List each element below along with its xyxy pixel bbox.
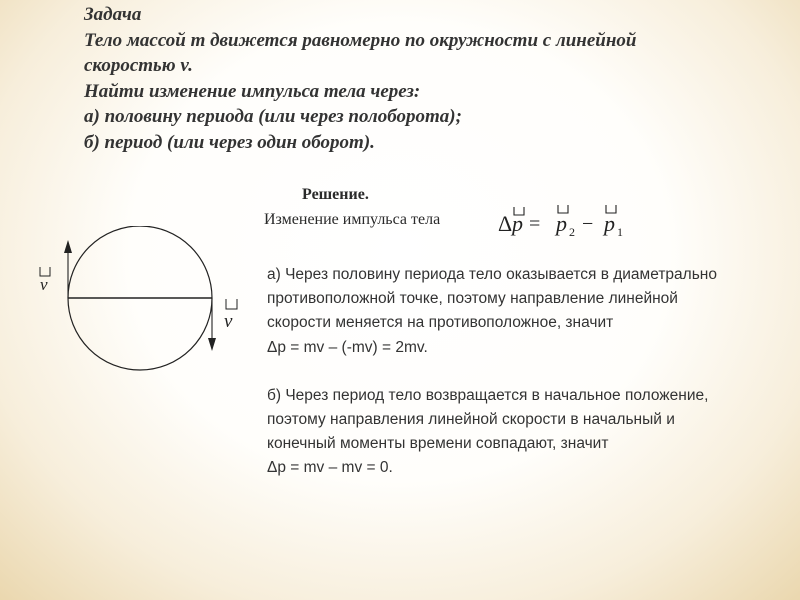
circle-diagram <box>30 226 260 371</box>
part-a-line: скорости меняется на противоположное, значит <box>267 314 614 332</box>
part-a <box>267 263 797 360</box>
part-b-result: Δp = mv – mv = 0. <box>267 459 393 477</box>
formula-sub-1: 1 <box>617 225 623 239</box>
task-title: Задача <box>84 4 142 25</box>
task-line-3: Найти изменение импульса тела через: <box>84 80 421 102</box>
momentum-formula <box>496 201 646 241</box>
task-item-b: б) период (или через один оборот). <box>84 131 375 153</box>
part-a-result: Δp = mv – (-mv) = 2mv. <box>267 338 428 356</box>
formula-minus: − <box>582 213 594 235</box>
task-line-2: скоростью v. <box>84 55 193 76</box>
part-a-line: а) Через половину периода тело оказывается в диаметрально <box>267 266 717 283</box>
formula-equals: = <box>529 213 541 235</box>
formula-p2: p <box>556 211 567 236</box>
part-a-line: противоположной точке, поэтому направление линейной <box>267 290 678 308</box>
solution-heading: Решение. <box>302 186 369 203</box>
velocity-label-right: v <box>224 311 233 332</box>
formula-p: p <box>512 211 523 236</box>
part-b-line: поэтому направления линейной скорости в начальный и <box>267 411 675 429</box>
task-line-1: Тело массой m движется равномерно по окружности с линейной <box>84 29 637 51</box>
solution-intro: Изменение импульса тела <box>264 211 441 228</box>
velocity-label-left: v <box>40 275 48 294</box>
task-item-a: а) половину периода (или через полоборота); <box>84 106 462 127</box>
vector-mark-right <box>226 299 237 309</box>
formula-sub-2: 2 <box>569 225 575 239</box>
part-b-line: б) Через период тело возвращается в начальное положение, <box>267 386 709 404</box>
part-b-line: конечный моменты времени совпадают, значит <box>267 435 609 453</box>
solution-body <box>267 263 797 505</box>
part-b <box>267 384 797 481</box>
formula-p1: p <box>604 211 615 236</box>
formula-delta: Δ <box>498 211 513 236</box>
task-block <box>84 2 774 155</box>
velocity-arrow-up <box>64 240 72 298</box>
velocity-arrow-down <box>208 298 216 351</box>
